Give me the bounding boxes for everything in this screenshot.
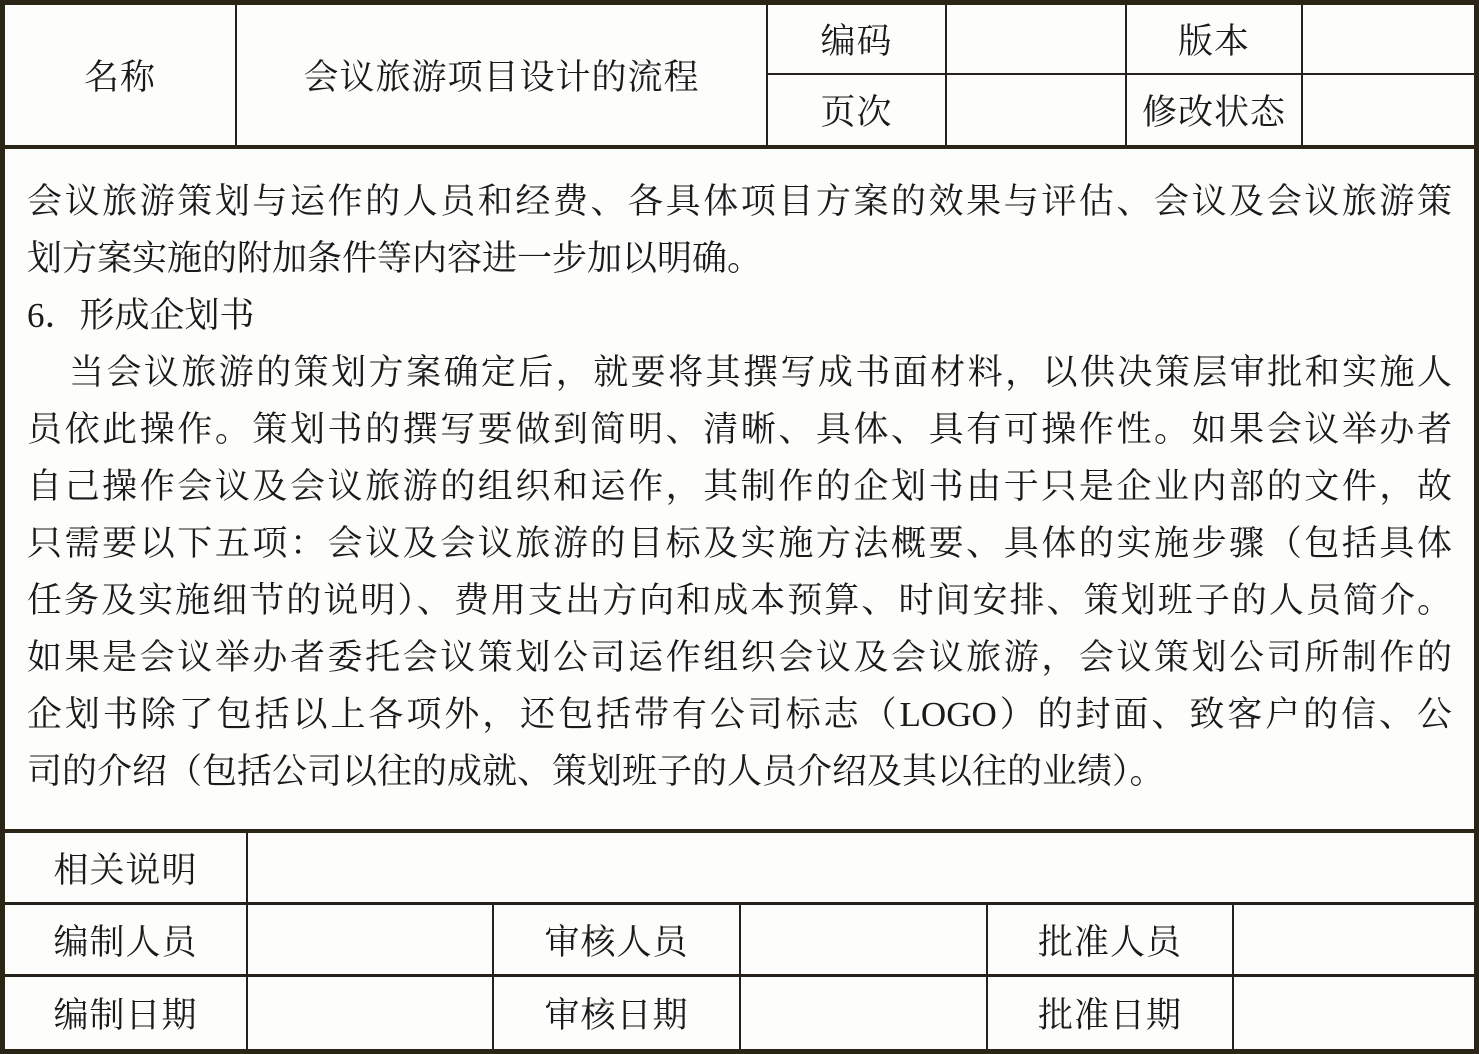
prepared-date-label-cell: [5, 977, 248, 1049]
version-label-cell: [1127, 5, 1303, 75]
reviewed-date-value-cell: [741, 977, 988, 1049]
revision-value-cell: [1303, 75, 1474, 145]
prepared-by-value-cell: [248, 905, 494, 977]
document-body: [5, 149, 1474, 829]
approved-date-label: 批准日期: [1037, 996, 1182, 1035]
code-value-cell: [947, 5, 1127, 75]
page-value-cell: [947, 75, 1127, 145]
prepared-date-label: 编制日期: [53, 996, 198, 1035]
revision-label-cell: [1127, 75, 1303, 145]
version-label: 版本: [1177, 22, 1250, 61]
body-line: 会议旅游策划与运作的人员和经费、各具体项目方案的效果与评估、会议及会议旅游策: [27, 182, 1452, 221]
document-title: 会议旅游项目设计的流程: [303, 58, 700, 97]
reviewed-date-label: 审核日期: [544, 996, 689, 1035]
body-line: 如果是会议举办者委托会议策划公司运作组织会议及会议旅游，会议策划公司所制作的: [27, 638, 1452, 677]
name-label-cell: [5, 5, 237, 145]
approved-date-label-cell: [988, 977, 1234, 1049]
body-line: 划方案实施的附加条件等内容进一步加以明确。: [27, 239, 763, 278]
body-line: 只需要以下五项：会议及会议旅游的目标及实施方法概要、具体的实施步骤（包括具体: [27, 524, 1452, 563]
page-label-cell: [768, 75, 947, 145]
code-label-cell: [768, 5, 947, 75]
approved-date-value-cell: [1234, 977, 1474, 1049]
prepared-by-label: 编制人员: [53, 922, 198, 962]
footer-table: [5, 829, 1474, 1049]
header-table: [5, 5, 1474, 149]
body-line: 员依此操作。策划书的撰写要做到简明、清晰、具体、具有可操作性。如果会议举办者: [27, 410, 1452, 449]
approved-by-label-cell: [988, 905, 1234, 977]
name-label: 名称: [83, 58, 156, 97]
section-heading: 6．形成企划书: [27, 296, 255, 335]
document-title-cell: [237, 5, 768, 145]
prepared-date-value-cell: [248, 977, 494, 1049]
reviewed-by-value-cell: [741, 905, 988, 977]
body-line: 当会议旅游的策划方案确定后，就要将其撰写成书面材料，以供决策层审批和实施人: [69, 353, 1452, 392]
notes-value-cell: [248, 833, 1474, 905]
version-value-cell: [1303, 5, 1474, 75]
body-line: 任务及实施细节的说明）、费用支出方向和成本预算、时间安排、策划班子的人员简介。: [27, 581, 1452, 620]
approved-by-label: 批准人员: [1037, 922, 1182, 962]
reviewed-by-label: 审核人员: [544, 922, 689, 962]
code-label: 编码: [820, 22, 893, 61]
notes-label: 相关说明: [53, 850, 198, 890]
body-line: 司的介绍（包括公司以往的成就、策划班子的人员介绍及其以往的业绩）。: [27, 752, 1165, 791]
page-label: 页次: [820, 93, 893, 132]
prepared-by-label-cell: [5, 905, 248, 977]
body-line: 自己操作会议及会议旅游的组织和运作，其制作的企划书由于只是企业内部的文件，故: [27, 467, 1452, 506]
revision-label: 修改状态: [1141, 93, 1286, 132]
body-line: 企划书除了包括以上各项外，还包括带有公司标志（LOGO）的封面、致客户的信、公: [27, 695, 1452, 734]
notes-label-cell: [5, 833, 248, 905]
reviewed-date-label-cell: [494, 977, 741, 1049]
approved-by-value-cell: [1234, 905, 1474, 977]
reviewed-by-label-cell: [494, 905, 741, 977]
